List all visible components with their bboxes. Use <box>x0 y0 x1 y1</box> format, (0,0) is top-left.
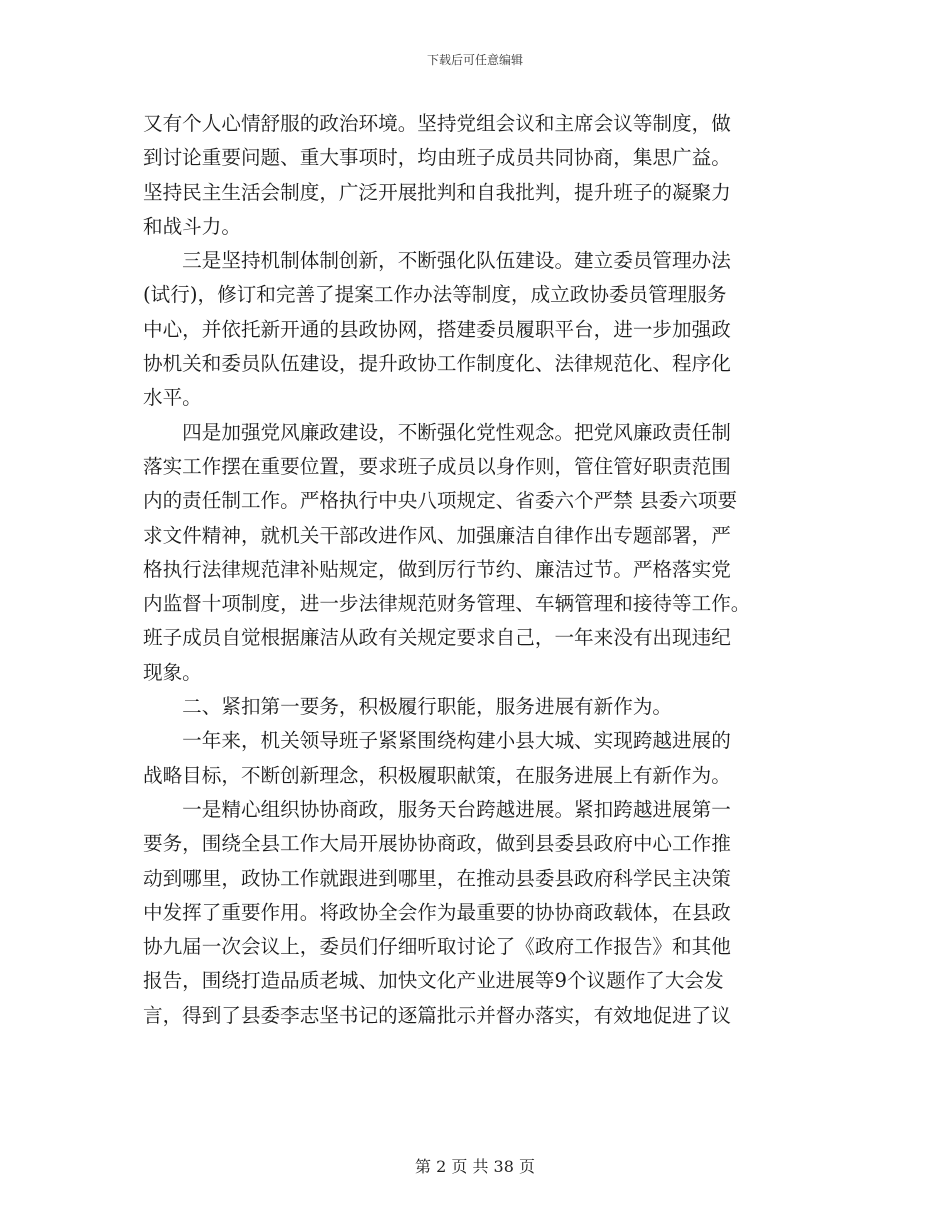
text-line: 中发挥了重要作用。将政协全会作为最重要的协协商政载体，在县政 <box>143 900 731 924</box>
text-line: 言，得到了县委李志坚书记的逐篇批示并督办落实，有效地促进了议 <box>143 1003 731 1027</box>
text-line: 格执行法律规范津补贴规定，做到厉行节约、廉洁过节。严格落实党 <box>143 557 731 581</box>
text-line: 一是精心组织协协商政，服务天台跨越进展。紧扣跨越进展第一 <box>143 797 731 821</box>
text-line: 班子成员自觉根据廉洁从政有关规定要求自己，一年来没有出现违纪 <box>143 626 731 650</box>
text-line: 协机关和委员队伍建设，提升政协工作制度化、法律规范化、程序化 <box>143 352 731 376</box>
text-line: 二、紧扣第一要务，积极履行职能，服务进展有新作为。 <box>143 695 673 719</box>
text-line: 内的责任制工作。严格执行中央八项规定、省委六个严禁 县委六项要 <box>143 489 738 513</box>
text-line: 又有个人心情舒服的政治环境。坚持党组会议和主席会议等制度，做 <box>143 112 731 135</box>
page-footer: 第 2 页 共 38 页 <box>415 1157 535 1176</box>
text-line: 求文件精神，就机关干部改进作风、加强廉洁自律作出专题部署，严 <box>143 523 731 547</box>
text-line: 落实工作摆在重要位置，要求班子成员以身作则，管住管好职责范围 <box>143 454 731 478</box>
page-header: 下载后可任意编辑 <box>426 53 523 67</box>
text-line: 坚持民主生活会制度，广泛开展批判和自我批判，提升班子的凝聚力 <box>143 180 731 204</box>
text-line: 到讨论重要问题、重大事项时，均由班子成员共同协商，集思广益。 <box>143 146 731 170</box>
text-line: 四是加强党风廉政建设，不断强化党性观念。把党风廉政责任制 <box>143 420 731 444</box>
text-line: 内监督十项制度，进一步法律规范财务管理、车辆管理和接待等工作。 <box>143 592 751 616</box>
text-line: 现象。 <box>143 660 202 684</box>
text-line: 要务，围绕全县工作大局开展协协商政，做到县委县政府中心工作推 <box>143 832 731 856</box>
text-line: 协九届一次会议上，委员们仔细听取讨论了《政府工作报告》和其他 <box>143 935 731 959</box>
body-text <box>143 107 808 1033</box>
text-line: 战略目标，不断创新理念，积极履职献策，在服务进展上有新作为。 <box>143 763 731 787</box>
text-line: 一年来，机关领导班子紧紧围绕构建小县大城、实现跨越进展的 <box>143 729 731 753</box>
text-line: 水平。 <box>143 386 202 410</box>
text-line: 和战斗力。 <box>143 214 241 238</box>
text-line: (试行)，修订和完善了提案工作办法等制度，成立政协委员管理服务 <box>143 283 727 307</box>
text-line: 报告，围绕打造品质老城、加快文化产业进展等9个议题作了大会发 <box>143 969 724 993</box>
text-line: 动到哪里，政协工作就跟进到哪里，在推动县委县政府科学民主决策 <box>143 866 731 890</box>
text-line: 三是坚持机制体制创新，不断强化队伍建设。建立委员管理办法 <box>143 249 731 273</box>
text-line: 中心，并依托新开通的县政协网，搭建委员履职平台，进一步加强政 <box>143 317 731 341</box>
